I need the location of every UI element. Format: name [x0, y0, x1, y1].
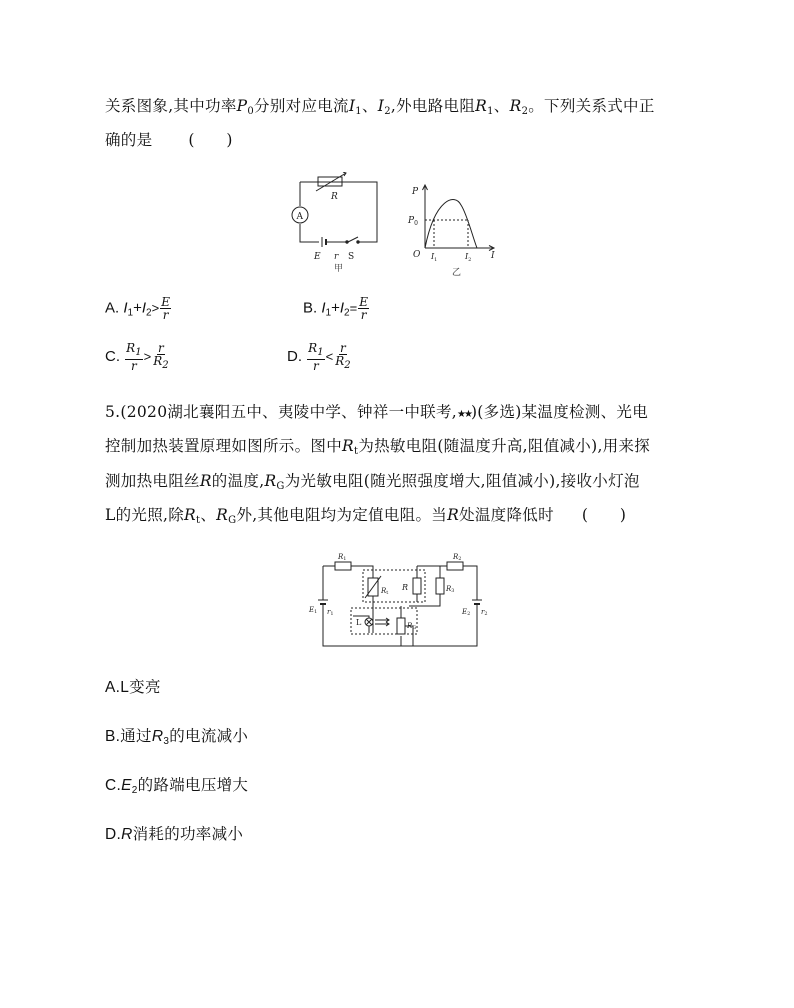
- svg-text:E2: E2: [462, 608, 471, 617]
- origin-label: O: [413, 250, 421, 260]
- q4-intro-line2: 确的是 ( ): [105, 131, 233, 149]
- resistor-r-label: R: [331, 192, 338, 202]
- svg-text:L: L: [356, 618, 362, 627]
- p0-label: $P_0$: [408, 216, 418, 227]
- axis-i-label: I: [491, 251, 495, 261]
- caption-jia: 甲: [334, 264, 344, 274]
- ammeter-label: A: [296, 212, 303, 222]
- svg-text:r1: r1: [327, 608, 334, 617]
- q5-line4: L的光照,除$R_t$、$R_G$外,其他电阻均为定值电阻。当R处温度降低时 ( ): [105, 506, 627, 526]
- i2-label: $I_2$: [465, 252, 472, 263]
- svg-text:RG: RG: [407, 622, 417, 631]
- figure-control-circuit: [305, 548, 490, 652]
- q5-line3: 测加热电阻丝R的温度$,R_G$为光敏电阻(随光照强度增大,阻值减小),接收小灯泡: [105, 472, 640, 492]
- q5-line1: 5.(2020湖北襄阳五中、夷陵中学、钟祥一中联考,★★)(多选)某温度检测、光电: [105, 403, 648, 421]
- axis-p-label: P: [412, 187, 419, 197]
- svg-text:R: R: [402, 583, 409, 592]
- svg-text:R1: R1: [338, 553, 347, 562]
- figure-circuit-jia: [288, 172, 388, 262]
- emf-e-label: E: [314, 252, 321, 262]
- answer-bracket-q5: ( ): [581, 506, 627, 524]
- svg-text:Rt: Rt: [381, 587, 389, 596]
- difficulty-stars: ★★: [457, 409, 471, 420]
- caption-yi: 乙: [452, 268, 462, 278]
- q5-line2: 控制加热装置原理如图所示。图中$R_t$为热敏电阻(随温度升高,阻值减小),用来探: [105, 437, 651, 457]
- option-5a: A.L变亮: [105, 679, 161, 696]
- answer-bracket: ( ): [188, 131, 233, 149]
- q4-intro-line1: 关系图象,其中功率$P_0$分别对应电流$I_1$、$I_2$,外电路电阻$R_1$、$R_2$。下列关系式中正: [105, 97, 655, 117]
- svg-text:r2: r2: [481, 608, 488, 617]
- svg-text:R2: R2: [453, 553, 462, 562]
- option-5b: B.通过$R_3$的电流减小: [105, 728, 249, 747]
- option-4a: A. $I_1+I_2>$ $\frac{E}{r}$: [105, 295, 170, 322]
- option-5c: $C.E_2$的路端电压增大: [105, 777, 249, 796]
- option-4b: B. $I_1+I_2=$ $\frac{E}{r}$: [303, 295, 368, 322]
- switch-s-label: S: [348, 252, 355, 262]
- svg-text:E1: E1: [309, 606, 318, 615]
- option-4d: D. $\frac{R_1}{r}$ < $\frac{r}{R_2}$: [287, 341, 351, 373]
- figure-graph-yi: [405, 178, 505, 268]
- svg-text:R3: R3: [446, 585, 455, 594]
- internal-r-label: r: [334, 252, 339, 262]
- option-5d: D.R消耗的功率减小: [105, 826, 244, 843]
- i1-label: $I_1$: [431, 252, 438, 263]
- option-4c: C. $\frac{R_1}{r}$ > $\frac{r}{R_2}$: [105, 341, 169, 373]
